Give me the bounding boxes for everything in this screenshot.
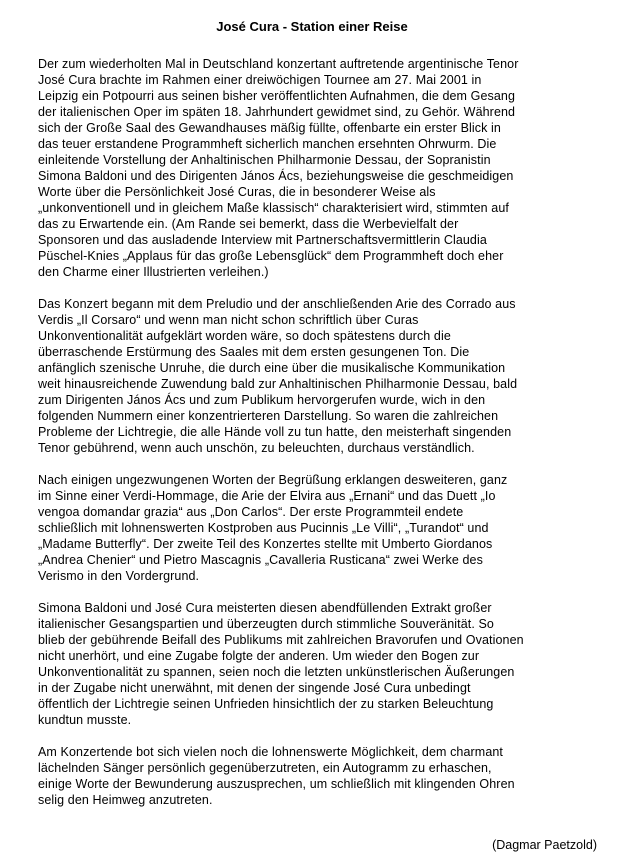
paragraph-1: Der zum wiederholten Mal in Deutschland konzertant auftretende argentinische Tenor José Cura brachte im Rahmen einer dreiwöchigen Tournee am 27. Mai 2001 in Leipzig ein Potpourri aus seinen bisher veröffentlichten Aufnahmen, die dem Gesang der italienischen Oper im späten 18. Jahrhundert gewidmet sind, zu Gehör. Während sich der Große Saal des Gewandhauses mäßig füllte, offenbarte ein erster Blick in das teuer erstandene Programmheft sicherlich manchen ersehnten Ohrwurm. Die einleitende Vorstellung der Anhaltinischen Philharmonie Dessau, der Sopranistin Simona Baldoni und des Dirigenten János Ács, beziehungsweise die geschmeidigen Worte über die Persönlichkeit José Curas, die in besonderer Weise als „unkonventionell und in gleichem Maße klassisch“ charakterisiert wird, stimmten auf das zu Erwartende ein. (Am Rande sei bemerkt, dass die Werbevielfalt der Sponsoren und das ausladende Interview mit Partnerschaftsvermittlerin Claudia Püschel-Knies „Applaus für das große Lebensglück“ dem Programmheft doch eher den Charme einer Illustrierten verleihen.) [38, 57, 519, 279]
paragraph-3: Nach einigen ungezwungenen Worten der Begrüßung erklangen desweiteren, ganz im Sinne einer Verdi-Hommage, die Arie der Elvira aus „Ernani“ und das Duett „Io vengoa domandar grazia“ aus „Don Carlos“. Der erste Programmteil endete schließlich mit lohnenswerten Kostproben aus Pucinnis „Le Villi“, „Turandot“ und „Madame Butterfly“. Der zweite Teil des Konzertes stellte mit Umberto Giordanos „Andrea Chenier“ und Pietro Mascagnis „Cavalleria Rusticana“ zwei Werke des Verismo in den Vordergrund. [38, 473, 508, 583]
paragraph-4: Simona Baldoni und José Cura meisterten diesen abendfüllenden Extrakt großer italienischer Gesangspartien und überzeugten durch stimmliche Souveränität. So blieb der gebührende Beifall des Publikums mit zahlreichen Bravorufen und Ovationen nicht unerhört, und eine Zugabe folgte der anderen. Um wieder den Bogen zur Unkonventionalität zu spannen, seien noch die letzten unkünstlerischen Äußerungen in der Zugabe nicht unerwähnt, mit denen der singende José Cura unbedingt öffentlich der Lichtregie seinen Unfrieden hinsichtlich der zu starken Beleuchtung kundtun musste. [38, 601, 524, 727]
paragraph-5: Am Konzertende bot sich vielen noch die lohnenswerte Möglichkeit, dem charmant lächelnden Sänger persönlich gegenüberzutreten, ein Autogramm zu erhaschen, einige Worte der Bewunderung auszusprechen, um schließlich mit klingenden Ohren selig den Heimweg anzutreten. [38, 745, 515, 807]
author-signature: (Dagmar Paetzold) [492, 838, 597, 852]
paragraph-2: Das Konzert begann mit dem Preludio und der anschließenden Arie des Corrado aus Verdis „Il Corsaro“ und wenn man nicht schon schriftlich über Curas Unkonventionalität aufgeklärt worden wäre, so doch spätestens durch die überraschende Erstürmung des Saales mit dem ersten gesungenen Ton. Die anfänglich szenische Unruhe, die durch eine über die musikalische Kommunikation weit hinausreichende Zuwendung bald zur Anhaltinischen Philharmonie Dessau, bald zum Dirigenten János Ács und zum Publikum hervorgerufen wurde, wich in den folgenden Nummern einer konzentrierteren Darstellung. So waren die zahlreichen Probleme der Lichtregie, die alle Hände voll zu tun hatte, den meisterhaft singenden Tenor gebührend, wenn auch unschön, zu beleuchten, durchaus verständlich. [38, 297, 518, 455]
article-body [38, 56, 558, 824]
document-title: José Cura - Station einer Reise [216, 19, 408, 34]
